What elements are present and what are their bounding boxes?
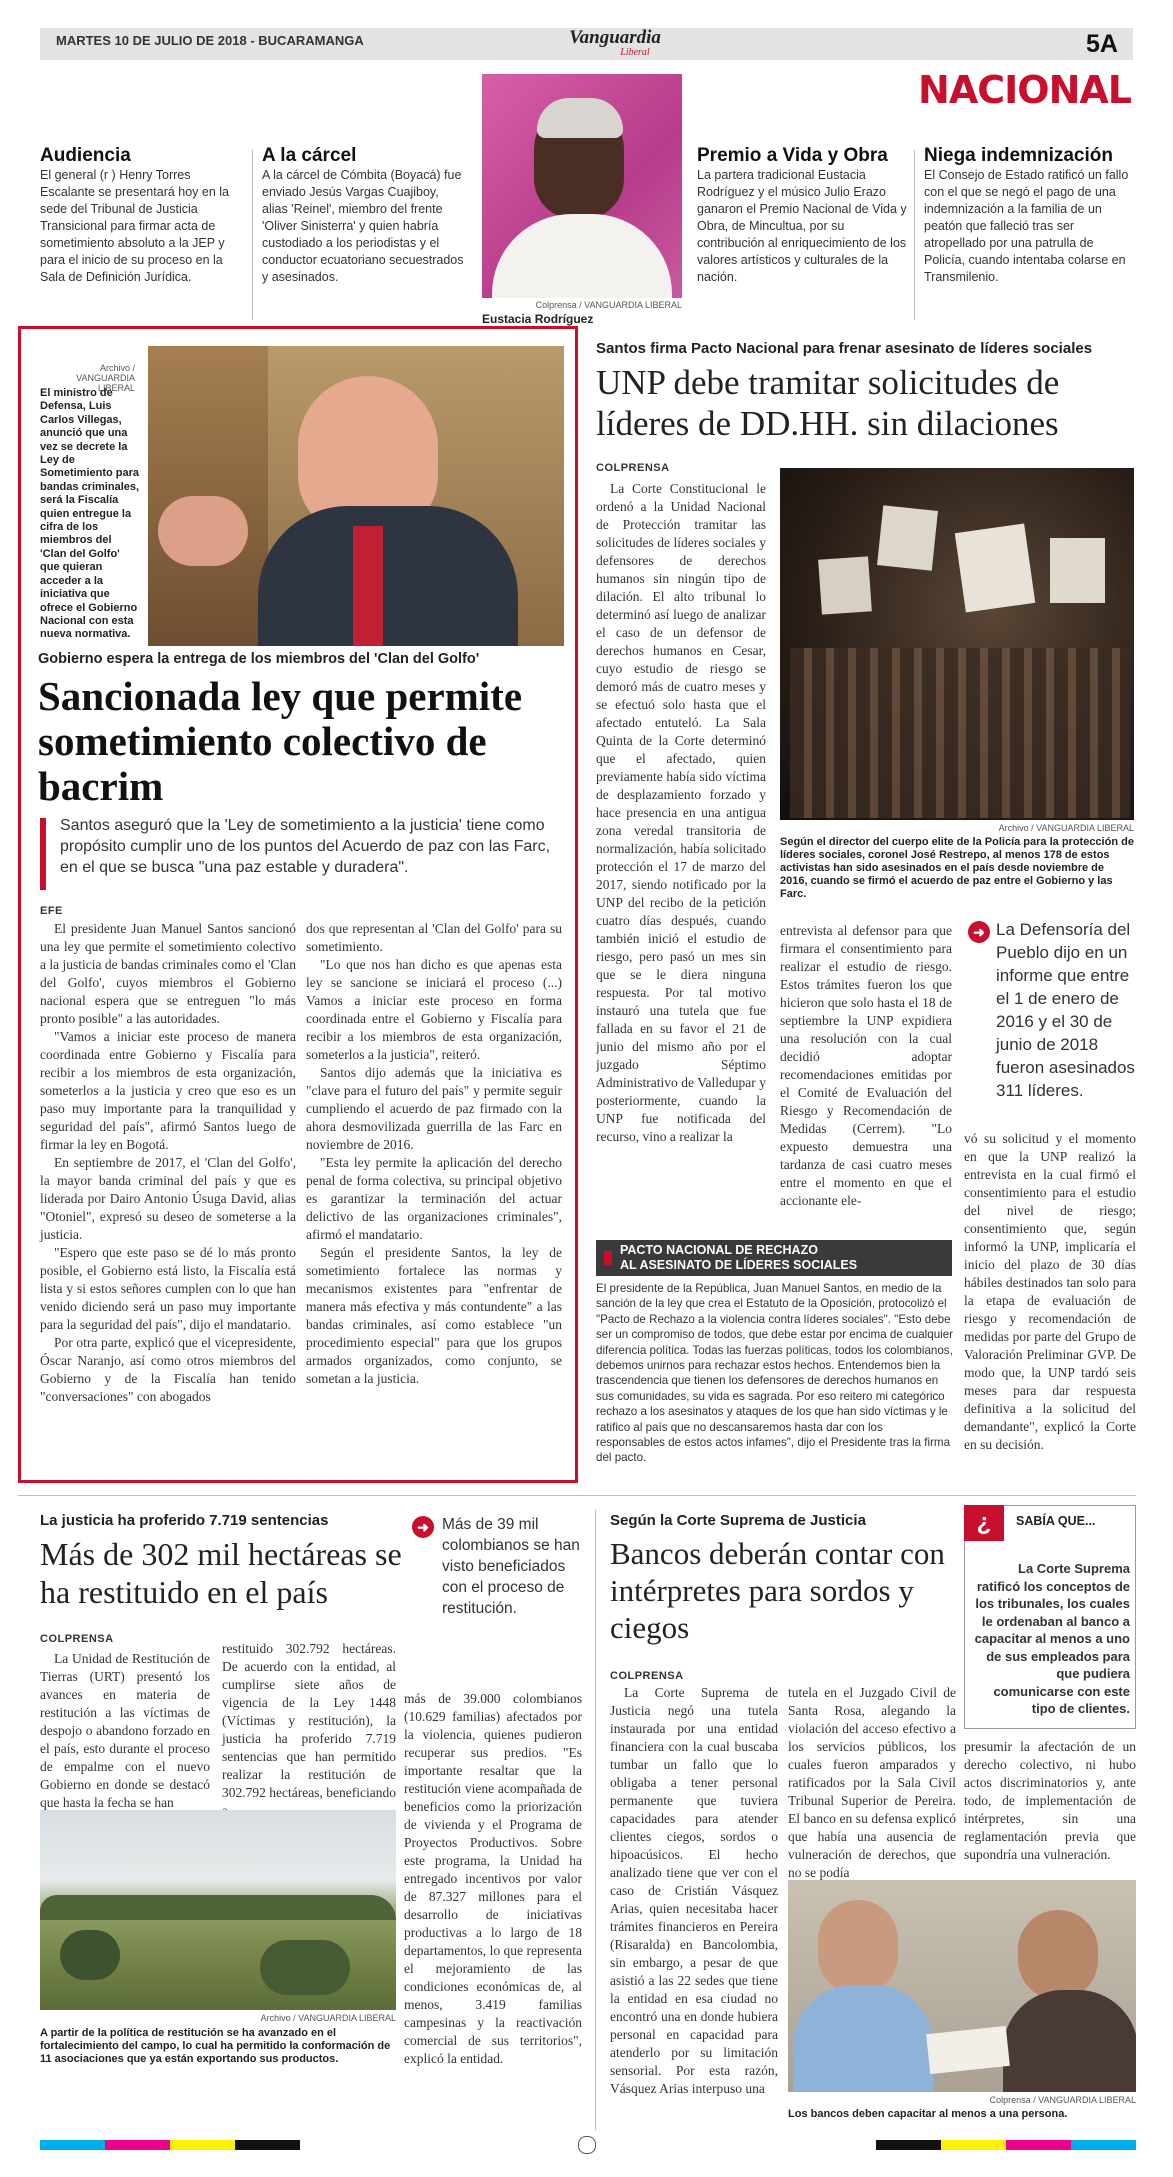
pacto-box-title — [596, 1240, 952, 1276]
header-date: MARTES 10 DE JULIO DE 2018 - BUCARAMANGA — [56, 33, 364, 48]
land-photo-credit: Archivo / VANGUARDIA LIBERAL — [260, 2013, 396, 2023]
logo — [555, 28, 675, 58]
lead-photo-caption: El ministro de Defensa, Luis Carlos Villegas, anunció que una vez se decrete la Ley de Sometimiento para bandas criminales, será la Fiscalía quien entregue la cifra de los miembros del 'Clan del Golfo' que quieran acceder a la iniciativa que ofrece el Gobierno Nacional con esta nueva normativa. — [40, 387, 140, 641]
unp-photo-credit: Archivo / VANGUARDIA LIBERAL — [998, 823, 1134, 833]
logo-sub: Liberal — [620, 47, 650, 58]
pacto-box-body: El presidente de la República, Juan Manuel Santos, en medio de la sanción de la ley que crea el Estatuto de la Oposición, protocolizó el "Pacto de Rechazo a la violencia contra líderes sociales". "Esto debe ser un compromiso de todos, que debe estar por encima de cualquier diferencia política. Todas las fuerzas políticas, todos los colombianos, debemos unirnos para rechazar estos hechos. Entendemos bien la trascendencia que tienen los defensores de derechos humanos en sus comunidades, su vida es sagrada. Por eso reitero mi categórico rechazo a los asesinatos y ataques de los que han sido víctimas y le ratifico al país que no descansaremos hasta dar con los responsables de estos actos infames", dijo el Presidente tras la firma del pacto. — [596, 1282, 954, 1465]
brief-body: La partera tradicional Eustacia Rodríguez y el músico Julio Erazo ganaron el Premio Nacional de Vida y Obra, de Mincultua, por su contribución al enriquecimiento de los valores artísticos y culturales de la nación. — [697, 168, 907, 284]
sabia-icon: ¿ — [964, 1505, 1004, 1541]
banks-photo-caption: Los bancos deben capacitar al menos a una persona. — [788, 2108, 1068, 2120]
banks-kicker: Según la Corte Suprema de Justicia — [610, 1512, 866, 1529]
paragraph: Según el presidente Santos, la ley de sometimiento fortalece las normas y mecanismos existentes para "enfrentar de manera más efectiva y más contundente" a las bandas criminales, así como establece "un procedimiento especial" para que los grupos armados organizados, como conjunto, se sometan a la justicia. — [306, 1245, 562, 1386]
land-callout-arrow: ➜ — [412, 1516, 434, 1538]
unp-col3: vó su solicitud y el momento en que la UNP realizó la entrevista en la cual firmó el consentimiento para el estudio del nivel de riesgo; consentimiento que, según informó la UNP, implicaría el inicio del plazo de 30 días hábiles destinados tan solo para la etapa de evaluación de riesgo y recomendación de medidas por parte del Grupo de Valoración Preliminar GVP. De modo que, la UNP tardó seis meses para dar respuesta definitiva a la solicitud del demandante", explicó la Corte en su decisión. — [964, 1131, 1136, 1452]
banks-photo-credit: Colprensa / VANGUARDIA LIBERAL — [989, 2095, 1136, 2105]
land-col3: más de 39.000 colombianos (10.629 familias) afectados por la violencia, quienes pudieron recuperar sus predios. "Es importante resaltar que la restitución viene acompañada de beneficios como la priorización de vivienda y el Programa de Proyectos Productivos. Sobre este programa, la Unidad ha entregado incentivos por valor de 87.327 millones para el desarrollo de iniciativas productivas a lo largo de 18 departamentos, lo que representa el mejoramiento de las condiciones económicas de, al menos, 3.419 familias campesinas y la reactivación comercial de sus territorios", explicó la entidad. — [404, 1691, 582, 2066]
lead-kicker: Gobierno espera la entrega de los miembros del 'Clan del Golfo' — [38, 651, 480, 667]
paragraph: dos que representan al 'Clan del Golfo' para su sometimiento. — [306, 921, 562, 954]
land-photo — [40, 1810, 396, 2010]
banks-col1: La Corte Suprema de Justicia negó una tutela instaurada por una entidad financiera con la cual buscaba tumbar un fallo que lo obligaba a tener personal permanente que tuviera capacidades para atender clientes ciegos, sordos o hipoacúsicos. El hecho analizado tiene que ver con el caso de Cristián Vásquez Arias, quien necesitaba hacer trámites financieros en Pereira (Risaralda) en Bancolombia, sin embargo, a pesar de que asistió a las 22 sedes que tiene la entidad en esa ciudad no encontró una en donde hubiera personal en capacidad para atenderlo por su limitación sensorial. Por esta razón, Vásquez Arias interpuso una — [610, 1685, 778, 2096]
lead-col2 — [306, 920, 562, 1388]
pacto-box-title-1: PACTO NACIONAL DE RECHAZO — [620, 1243, 818, 1257]
unp-callout: La Defensoría del Pueblo dijo en un informe que entre el 1 de enero de 2016 y el 30 de junio de 2018 fueron asesinados 311 líderes. — [996, 920, 1135, 1100]
brief-premio — [697, 145, 907, 286]
paragraph: "Vamos a iniciar este proceso de manera coordinada entre Gobierno y Fiscalía para recibir a los miembros de esta organización, someterlos a la justicia y creo que eso es un paso muy importante para la tranquilidad y seguridad del país", afirmó Santos luego de firmar la ley en Bogotá. — [40, 1029, 296, 1152]
paragraph: Santos dijo además que la iniciativa es "clave para el futuro del país" y permite seguir cumpliendo el acuerdo de paz firmado con la ahora desmovilizada guerrilla de las Farc en noviembre de 2016. — [306, 1065, 562, 1152]
lead-headline: Sancionada ley que permite sometimiento colectivo de bacrim — [38, 673, 523, 809]
banks-agency: COLPRENSA — [610, 1670, 684, 1682]
portrait-credit: Colprensa / VANGUARDIA LIBERAL — [535, 300, 682, 310]
brief-title: Niega indemnización — [924, 145, 1113, 166]
lead-photo — [148, 346, 564, 646]
lead-photo-credit: Archivo / VANGUARDIA LIBERAL — [76, 363, 135, 393]
sabia-body: La Corte Suprema ratificó los conceptos de los tribunales, los cuales le ordenaban al banco a capacitar al menos a uno de sus empleados para que pudiera comunicarse con este tipo de clientes. — [974, 1561, 1130, 1716]
unp-photo — [780, 468, 1134, 820]
lead-summary-bar — [40, 818, 46, 890]
brief-body: A la cárcel de Cómbita (Boyacá) fue enviado Jesús Vargas Cuajiboy, alias 'Reinel', miembro del frente 'Oliver Sinisterra' y quien habría custodiado a los periodistas y el conductor ecuatoriano secuestrados y asesinados. — [262, 168, 464, 284]
unp-kicker: Santos firma Pacto Nacional para frenar asesinato de líderes sociales — [596, 340, 1093, 357]
sabia-title: SABÍA QUE... — [1016, 1514, 1096, 1528]
banks-col3: presumir la afectación de un derecho colectivo, ni hubo actos discriminatorios y, ante todo, de implementación de intérpretes, sin una reglamentación previa que supondría una vulneración. — [964, 1739, 1136, 1862]
lead-col1 — [40, 920, 296, 1406]
brief-title: A la cárcel — [262, 145, 357, 166]
lead-summary: Santos aseguró que la 'Ley de sometimiento a la justicia' tiene como propósito cumplir uno de los puntos del Acuerdo de paz con las Farc, en el que se busca "una paz estable y duradera". — [60, 817, 551, 876]
register-mark — [578, 2136, 596, 2154]
land-col2: restituido 302.792 hectáreas. De acuerdo con la entidad, al cumplirse siete años de vigencia de la Ley 1448 (Víctimas y restitución), la justicia ha proferido 7.719 sentencias que han permitido realizar la restitución de 302.792 hectáreas, beneficiando — [222, 1641, 396, 1800]
banks-photo — [788, 1880, 1136, 2092]
section-title: NACIONAL — [918, 68, 1131, 112]
color-bar-right — [876, 2140, 1136, 2150]
color-bar-left — [40, 2140, 300, 2150]
paragraph: "Espero que este paso se dé lo más pronto posible, el Gobierno está listo, la Fiscalía está lista y si estos señores cumplen con lo que han venido diciendo será un paso muy importante para la seguridad del país", dijo el mandatario. — [40, 1245, 296, 1332]
unp-col2: entrevista al defensor para que firmara el consentimiento para realizar el estudio de riesgo. Estos trámites fueron los que hicieron que solo hasta el 18 de septiembre la UNP expidiera una resolución con la cual decidió adoptar recomendaciones emitidas por el Comité de Evaluación del Riesgo y Recomendación de Medidas (Cerrem). "Lo expuesto demuestra una tardanza de casi cuatro meses entre el momento en que el accionante ele- — [780, 923, 952, 1208]
logo-main: Vanguardia — [569, 27, 661, 48]
land-col1: La Unidad de Restitución de Tierras (URT) presentó los avances en materia de restitución a las víctimas de despojo o abandono forzado en el país, esto durante el proceso de empalme con el nuevo Gobierno en donde se destacó que hasta la fecha se han — [40, 1651, 210, 1810]
unp-callout-arrow: ➜ — [968, 921, 990, 943]
brief-body: El Consejo de Estado ratificó un fallo con el que se negó el pago de una indemnización a la familia de un peatón que falleció tras ser atropellado por una patrulla de Policía, cuando intentaba colarse en Transmilenio. — [924, 168, 1129, 284]
portrait-name: Eustacia Rodríguez — [482, 312, 594, 326]
land-callout: Más de 39 mil colombianos se han visto beneficiados con el proceso de restitución. — [442, 1516, 580, 1617]
unp-col1: La Corte Constitucional le ordenó a la Unidad Nacional de Protección tramitar las solicitudes de líderes sociales y defensores de derechos humanos sin ningún tipo de dilación. El alto tribunal lo determinó así luego de analizar el caso de un defensor de derechos humanos en Cesar, cuyo estudio de riesgo se demoró más de cuatro meses y se efectuó solo hasta que el afectado entuteló. La Sala Quinta de la Corte determinó que el afectado, quien previamente había sido víctima de desplazamiento forzado y hace presencia en una antigua zona veredal transitoria de normalización, había solicitado protección el 17 de marzo del 2017, siendo notificado por la UNP del recibo de la petición cuatro días después, cuando también inició el estudio de riesgo, pero pasó un mes sin que se le diera ninguna respuesta. Por tal motivo instauró una tutela que fue fallada en su favor el 21 de junio del mismo año por el juzgado Séptimo Administrativo de Valledupar y posteriormente, cuando la UNP fue notificada del recurso, vino a realizar la — [596, 481, 766, 1144]
paragraph: En septiembre de 2017, el 'Clan del Golfo', la mayor banda criminal del país y que es liderada por Dairo Antonio Úsuga David, alias "Otoniel", expresó su deseo de someterse a la justicia. — [40, 1155, 296, 1242]
lead-agency: EFE — [40, 905, 63, 917]
paragraph: El presidente Juan Manuel Santos sancionó una ley que permite el sometimiento colectivo a la justicia de bandas criminales como el 'Clan del Golfo', cuyos miembros el Gobierno nacional espera que se entreguen "lo más pronto posible" a las autoridades. — [40, 921, 296, 1026]
brief-audiencia — [40, 145, 245, 286]
paragraph: "Esta ley permite la aplicación del derecho penal de forma colectiva, su principal objetivo es garantizar la terminación del actuar delictivo de las organizaciones criminales", afirmó el mandatario. — [306, 1155, 562, 1242]
banks-headline: Bancos deberán contar con intérpretes para sordos y ciegos — [610, 1536, 945, 1645]
brief-carcel — [262, 145, 467, 286]
brief-title: Audiencia — [40, 145, 131, 166]
land-photo-caption: A partir de la política de restitución se ha avanzado en el fortalecimiento del campo, lo cual ha permitido la conformación de 11 asociaciones que ya están exportando sus productos. — [40, 2027, 391, 2065]
land-kicker: La justicia ha proferido 7.719 sentencias — [40, 1512, 329, 1529]
brief-indemnizacion — [924, 145, 1134, 286]
paragraph: "Lo que nos han dicho es que apenas esta ley se sancione se iniciará el proceso (...) Vamos a iniciar este proceso en forma coordinada entre el Gobierno y Fiscalía para recibir a los miembros de esta organización, someterlos a la justicia", reiteró. — [306, 957, 562, 1062]
paragraph: Por otra parte, explicó que el vicepresidente, Óscar Naranjo, así como otros miembros del Gobierno y de la Fiscalía han tenido "conversaciones" con abogados — [40, 1335, 296, 1404]
portrait-photo — [482, 74, 682, 298]
land-agency: COLPRENSA — [40, 1633, 114, 1645]
brief-title: Premio a Vida y Obra — [697, 145, 888, 166]
brief-body: El general (r ) Henry Torres Escalante se presentará hoy en la sede del Tribunal de Justicia Transicional para firmar acta de sometimiento absoluto a la JEP y para el inicio de su proceso en la Sala de Definición Jurídica. — [40, 168, 230, 284]
land-headline: Más de 302 mil hectáreas se ha restituido en el país — [40, 1536, 402, 1610]
unp-agency: COLPRENSA — [596, 462, 670, 474]
page-number: 5A — [1086, 30, 1118, 58]
unp-headline: UNP debe tramitar solicitudes de líderes de DD.HH. sin dilaciones — [596, 363, 1060, 443]
unp-photo-caption: Según el director del cuerpo elite de la Policía para la protección de líderes sociales, coronel José Restrepo, al menos 178 de estos activistas han sido asesinados en el país desde noviembre de 2016, cuando se firmó el acuerdo de paz entre el Gobierno y las Farc. — [780, 836, 1134, 900]
pacto-box-title-2: AL ASESINATO DE LÍDERES SOCIALES — [620, 1258, 858, 1272]
banks-col2: tutela en el Juzgado Civil de Santa Rosa, alegando la violación del acceso efectivo a los servicios públicos, los cuales fueron amparados y ratificados por la Sala Civil Tribunal Superior de Pereira. El banco en su defensa explicó que había una ausencia de vulneración de derechos, que no se podía — [788, 1685, 956, 1880]
